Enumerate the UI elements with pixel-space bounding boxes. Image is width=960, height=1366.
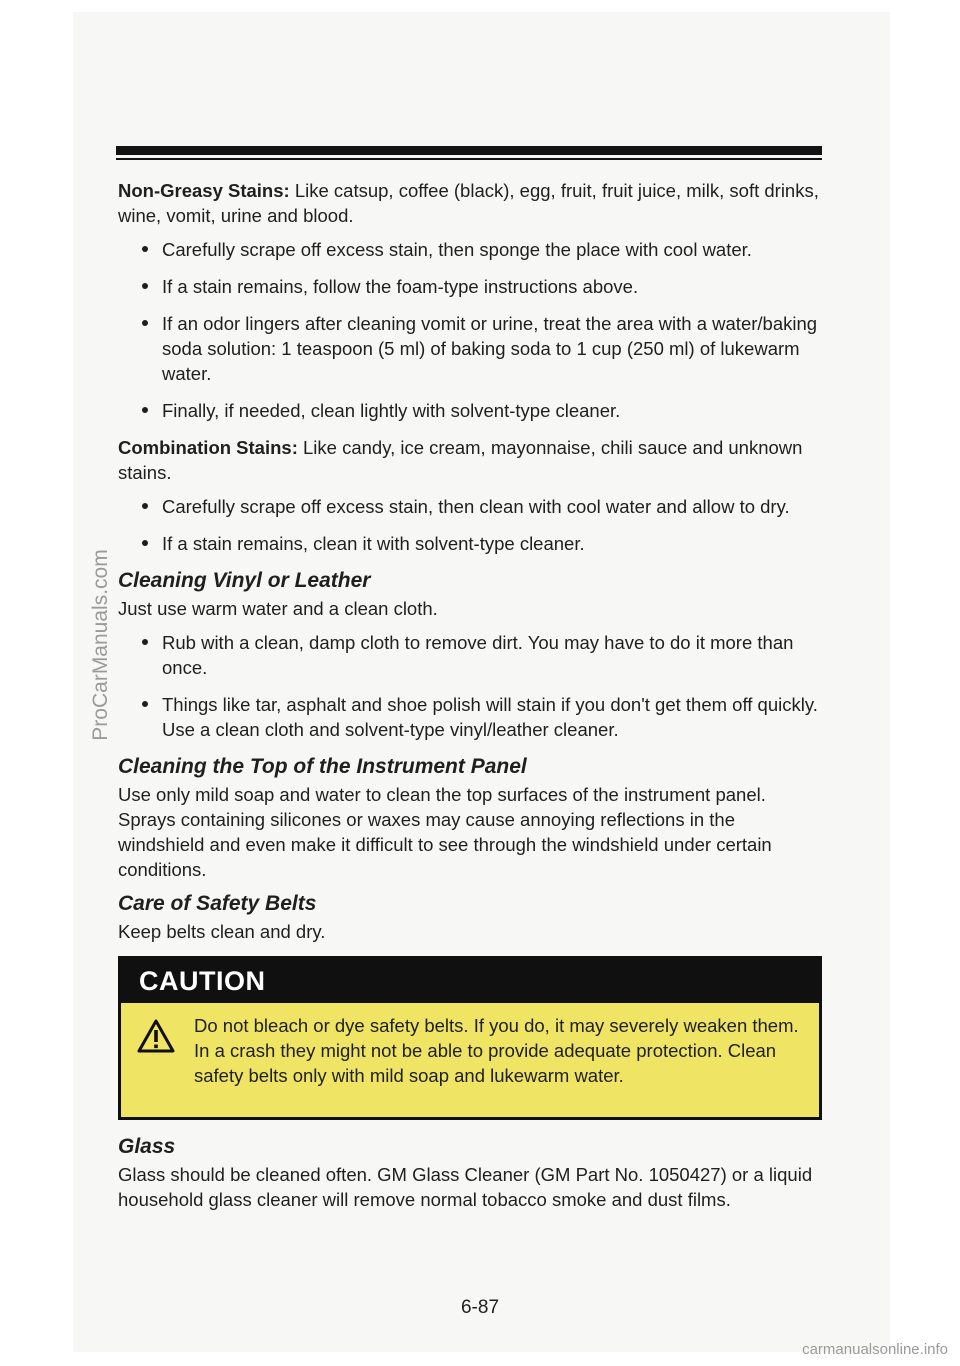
list-item: Things like tar, asphalt and shoe polish will stain if you don't get them off quickly. Use a clean cloth and solvent-type vinyl/leather cleaner. <box>140 692 823 742</box>
list-item: Rub with a clean, damp cloth to remove dirt. You may have to do it more than once. <box>140 630 823 680</box>
list-item: Finally, if needed, clean lightly with solvent-type cleaner. <box>140 398 823 423</box>
non-greasy-lead: Non-Greasy Stains: <box>118 180 290 201</box>
glass-heading: Glass <box>118 1135 176 1158</box>
side-watermark <box>83 490 119 800</box>
belts-text: Keep belts clean and dry. <box>118 921 326 942</box>
list-item: If a stain remains, follow the foam-type instructions above. <box>140 274 823 299</box>
caution-body <box>121 1003 819 1088</box>
vinyl-list <box>118 630 823 742</box>
list-item: Carefully scrape off excess stain, then clean with cool water and allow to dry. <box>140 494 823 519</box>
combination-list <box>118 494 823 556</box>
non-greasy-paragraph <box>118 178 823 228</box>
list-item: If a stain remains, clean it with solvent-type cleaner. <box>140 531 823 556</box>
caution-text: Do not bleach or dye safety belts. If you do, it may severely weaken them. In a crash they might not be able to provide adequate protection. Clean safety belts only with mild soap and lukewarm water. <box>194 1015 799 1086</box>
list-item: If an odor lingers after cleaning vomit or urine, treat the area with a water/baking soda solution: 1 teaspoon (5 ml) of baking soda to 1 cup (250 ml) of lukewarm water. <box>140 311 823 386</box>
top-rule <box>116 146 822 155</box>
panel-heading: Cleaning the Top of the Instrument Panel <box>118 755 527 778</box>
glass-text: Glass should be cleaned often. GM Glass Cleaner (GM Part No. 1050427) or a liquid household glass cleaner will remove normal tobacco smoke and dust films. <box>118 1164 813 1210</box>
panel-text: Use only mild soap and water to clean the top surfaces of the instrument panel. Sprays containing silicones or waxes may cause annoying reflections in the windshield and even make it difficult to see through the windshield under certain conditions. <box>118 784 772 880</box>
caution-box <box>118 956 822 1120</box>
bottom-watermark: carmanualsonline.info <box>802 1341 948 1358</box>
non-greasy-text: Like catsup, coffee (black), egg, fruit, fruit juice, milk, soft drinks, wine, vomit, urine and blood. <box>118 180 819 226</box>
vinyl-heading: Cleaning Vinyl or Leather <box>118 569 371 592</box>
combination-lead: Combination Stains: <box>118 437 298 458</box>
warning-triangle-icon <box>137 1019 175 1053</box>
list-item: Carefully scrape off excess stain, then sponge the place with cool water. <box>140 237 823 262</box>
page-content <box>118 178 823 1212</box>
non-greasy-list <box>118 237 823 423</box>
combination-text: Like candy, ice cream, mayonnaise, chili sauce and unknown stains. <box>118 437 803 483</box>
side-watermark-text: ProCarManuals.com <box>89 549 112 741</box>
combination-paragraph <box>118 435 823 485</box>
belts-heading: Care of Safety Belts <box>118 892 317 915</box>
caution-title: CAUTION <box>121 959 819 1003</box>
top-rule-thin <box>116 158 822 160</box>
vinyl-text: Just use warm water and a clean cloth. <box>118 598 438 619</box>
page-number: 6-87 <box>460 1297 500 1318</box>
